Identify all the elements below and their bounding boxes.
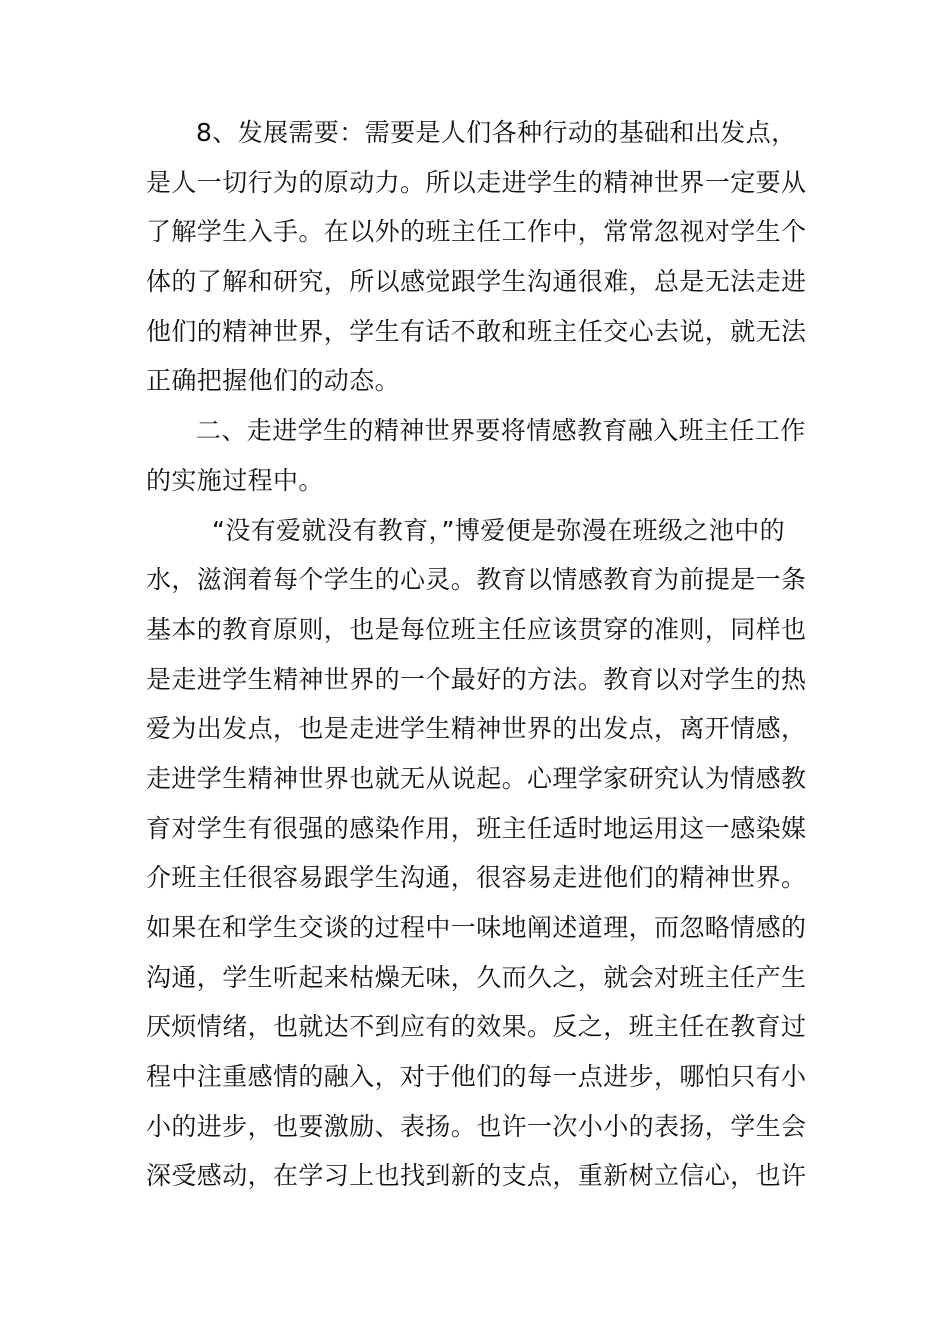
paragraph-line: 爱为出发点，也是走进学生精神世界的出发点，离开情感，: [146, 714, 807, 744]
paragraph-line: 了解学生入手。在以外的班主任工作中，常常忽视对学生个: [146, 217, 807, 247]
paragraph-line: 介班主任很容易跟学生沟通，很容易走进他们的精神世界。: [146, 863, 807, 893]
paragraph-line: “没有爱就没有教育，”博爱便是弥漫在班级之池中的: [212, 515, 786, 545]
paragraph-line: 基本的教育原则，也是每位班主任应该贯穿的准则，同样也: [146, 614, 807, 644]
paragraph-line: 程中注重感情的融入，对于他们的每一点进步，哪怕只有小: [146, 1062, 807, 1092]
body-text: [146, 108, 816, 1201]
paragraph-line: 深受感动，在学习上也找到新的支点，重新树立信心，也许: [146, 1161, 807, 1191]
paragraph-line: 水，滋润着每个学生的心灵。教育以情感教育为前提是一条: [146, 565, 807, 595]
paragraph-line: 沟通，学生听起来枯燥无味，久而久之，就会对班主任产生: [146, 962, 807, 992]
paragraph-line: 体的了解和研究，所以感觉跟学生沟通很难，总是无法走进: [146, 267, 807, 297]
paragraph-line: 8、发展需要：需要是人们各种行动的基础和出发点，: [196, 118, 797, 147]
paragraph-line: 是走进学生精神世界的一个最好的方法。教育以对学生的热: [146, 664, 807, 694]
paragraph-line: 走进学生精神世界也就无从说起。心理学家研究认为情感教: [146, 763, 807, 793]
section-heading-line: 二、走进学生的精神世界要将情感教育融入班主任工作: [196, 416, 806, 446]
section-heading-line: 的实施过程中。: [146, 465, 324, 495]
paragraph-line: 正确把握他们的动态。: [146, 366, 401, 396]
paragraph-line: 是人一切行为的原动力。所以走进学生的精神世界一定要从: [146, 167, 807, 197]
paragraph-line: 育对学生有很强的感染作用，班主任适时地运用这一感染媒: [146, 813, 807, 843]
paragraph-line: 厌烦情绪，也就达不到应有的效果。反之，班主任在教育过: [146, 1012, 807, 1042]
paragraph-line: 小的进步，也要激励、表扬。也许一次小小的表扬，学生会: [146, 1111, 807, 1141]
paragraph-line: 他们的精神世界，学生有话不敢和班主任交心去说，就无法: [146, 316, 807, 346]
paragraph-line: 如果在和学生交谈的过程中一味地阐述道理，而忽略情感的: [146, 913, 807, 942]
